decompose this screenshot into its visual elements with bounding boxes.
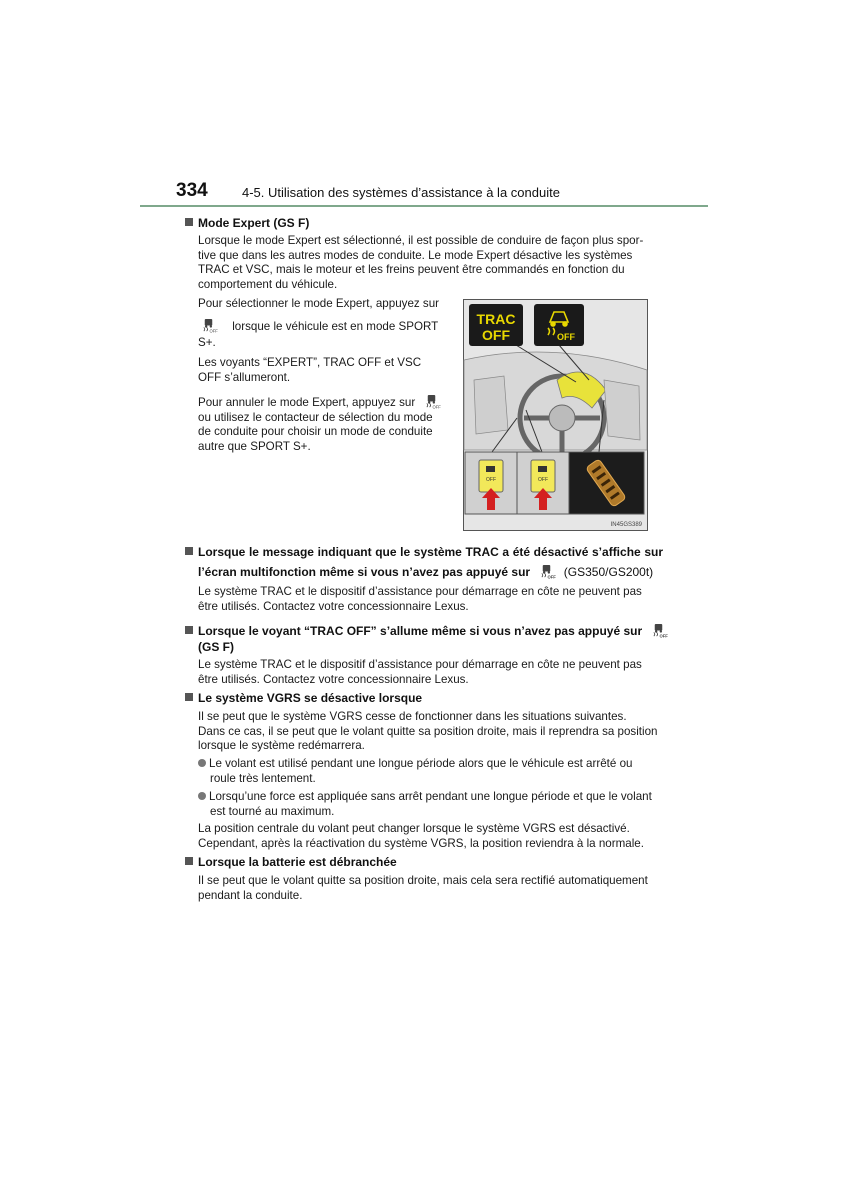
- svg-text:OFF: OFF: [482, 327, 510, 343]
- figure-code: IN45GS389: [610, 522, 642, 528]
- chapter-title: 4-5. Utilisation des systèmes d’assistance à la conduite: [242, 185, 560, 200]
- expert-cancel-text: Pour annuler le mode Expert, appuyez sur OFF ou utilisez le contacteur de sélection du mode de conduite pour choisir un mode de conduite autre que SPORT S+.: [198, 396, 442, 453]
- svg-text:OFF: OFF: [547, 574, 557, 580]
- expert-paragraph: Lorsque le mode Expert est sélectionné, il est possible de conduire de façon plus spor- tive que dans les autres modes de conduite. Le mode Expert désactive les systèmes TRAC et VSC, mais le moteur et les freins peuvent être commandés en fonction du comportement du véhicule.: [198, 234, 644, 291]
- section-heading-vgrs: Le système VGRS se désactive lorsque: [185, 689, 422, 707]
- trac-off-button-icon: [424, 394, 442, 410]
- svg-text:OFF: OFF: [486, 477, 496, 483]
- bullet-dot-icon: [198, 792, 206, 800]
- trac-message-body: Le système TRAC et le dispositif d’assistance pour démarrage en côte ne peuvent pas être utilisés. Contactez votre concessionnaire Lexus.: [198, 585, 642, 613]
- section-heading-trac-message: Lorsque le message indiquant que le système TRAC a été désactivé s’affiche sur: [185, 543, 663, 561]
- bullet-square-icon: [185, 693, 193, 701]
- svg-text:OFF: OFF: [538, 477, 548, 483]
- vgrs-outro: La position centrale du volant peut changer lorsque le système VGRS est désactivé. Cependant, après la réactivation du système VGRS, la position reviendra à la normale.: [198, 822, 644, 850]
- bullet-square-icon: [185, 547, 193, 555]
- bullet-square-icon: [185, 626, 193, 634]
- list-item: Le volant est utilisé pendant une longue période alors que le véhicule est arrêté ou roule très lentement.: [198, 757, 632, 786]
- list-item: Lorsqu’une force est appliquée sans arrêt pendant une longue période et que le volant est tourné au maximum.: [198, 790, 652, 819]
- trac-off-button-icon: [651, 623, 669, 639]
- dashboard-illustration: [463, 299, 648, 531]
- expert-lights-text: Les voyants “EXPERT”, TRAC OFF et VSC OFF s’allumeront.: [198, 356, 422, 384]
- trac-off-button-icon: [201, 318, 216, 333]
- svg-text:OFF: OFF: [432, 404, 442, 410]
- vgrs-intro: Il se peut que le système VGRS cesse de fonctionner dans les situations suivantes. Dans ce cas, il se peut que le volant quitte sa position droite, mais il reprendra sa position lorsque le système redémarrera.: [198, 710, 658, 753]
- section-heading-trac-light: Lorsque le voyant “TRAC OFF” s’allume même si vous n’avez pas appuyé sur OFF: [185, 622, 669, 640]
- battery-body: Il se peut que le volant quitte sa position droite, mais cela sera rectifié automatiquement pendant la conduite.: [198, 874, 648, 902]
- trac-off-button-icon: [539, 564, 557, 580]
- trac-light-body: Le système TRAC et le dispositif d’assistance pour démarrage en côte ne peuvent pas être utilisés. Contactez votre concessionnaire Lexus.: [198, 658, 642, 686]
- svg-text:OFF: OFF: [557, 332, 575, 342]
- expert-select-text: Pour sélectionner le mode Expert, appuyez sur: [198, 297, 440, 310]
- page-number: 334: [176, 180, 208, 201]
- svg-text:OFF: OFF: [659, 633, 669, 639]
- bullet-square-icon: [185, 857, 193, 865]
- bullet-square-icon: [185, 218, 193, 226]
- trac-indicator-label: TRAC: [476, 311, 516, 327]
- svg-text:OFF: OFF: [209, 328, 218, 334]
- section-heading-expert: Mode Expert (GS F): [185, 214, 309, 232]
- bullet-dot-icon: [198, 759, 206, 767]
- section-heading-battery: Lorsque la batterie est débranchée: [185, 853, 397, 871]
- header-rule: [140, 205, 708, 207]
